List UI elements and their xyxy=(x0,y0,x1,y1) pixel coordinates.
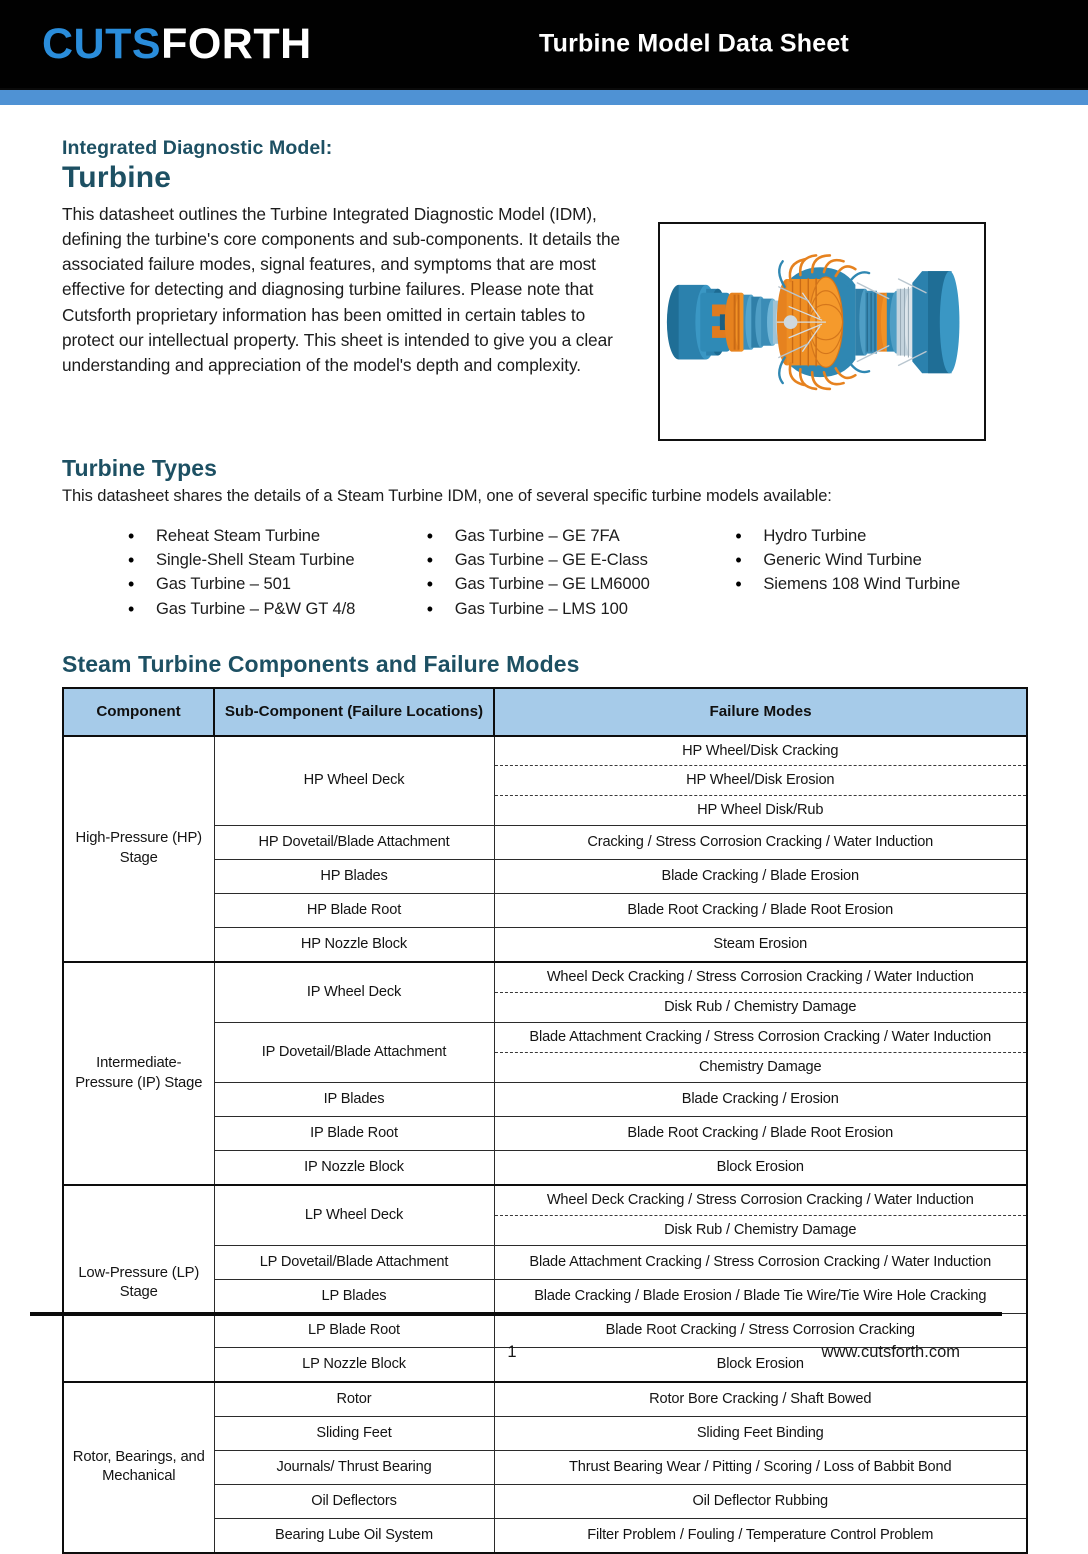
subcomponent-cell: Oil Deflectors xyxy=(214,1484,494,1518)
list-item: • Gas Turbine – GE LM6000 xyxy=(419,572,728,596)
failure-modes-cell: Cracking / Stress Corrosion Cracking / Water Induction xyxy=(494,826,1027,860)
subcomponent-cell: LP Dovetail/Blade Attachment xyxy=(214,1246,494,1280)
turbine-types-column-1 xyxy=(120,524,419,622)
page-footer xyxy=(0,1290,1088,1408)
subcomponent-cell: HP Dovetail/Blade Attachment xyxy=(214,826,494,860)
failure-mode-item: HP Wheel/Disk Erosion xyxy=(495,766,1027,796)
subcomponent-cell: HP Blades xyxy=(214,860,494,894)
list-item: • Gas Turbine – GE 7FA xyxy=(419,524,728,548)
failure-modes-cell xyxy=(494,736,1027,826)
subcomponent-cell: IP Blades xyxy=(214,1083,494,1117)
component-cell: Intermediate-Pressure (IP) Stage xyxy=(63,962,214,1185)
page-header xyxy=(0,0,1088,88)
table-row xyxy=(63,962,1027,1022)
list-item: • Gas Turbine – GE E-Class xyxy=(419,548,728,572)
subcomponent-cell: HP Wheel Deck xyxy=(214,736,494,826)
logo-text-primary: CUTS xyxy=(42,19,162,68)
list-item: • Hydro Turbine xyxy=(727,524,1026,548)
failure-modes-cell: Rotor Bore Cracking / Shaft Bowed xyxy=(494,1382,1027,1416)
table-body xyxy=(63,736,1027,1553)
table-row xyxy=(63,736,1027,826)
subcomponent-cell: LP Wheel Deck xyxy=(214,1185,494,1245)
failure-mode-item: Chemistry Damage xyxy=(699,1059,822,1076)
failure-mode-item: Disk Rub / Chemistry Damage xyxy=(664,1222,857,1239)
table-row xyxy=(63,1185,1027,1245)
subcomponent-cell: HP Blade Root xyxy=(214,894,494,928)
failure-modes-cell: Filter Problem / Fouling / Temperature Control Problem xyxy=(494,1518,1027,1552)
failure-modes-cell: Thrust Bearing Wear / Pitting / Scoring / Loss of Babbit Bond xyxy=(494,1450,1027,1484)
failure-mode-item: Blade Attachment Cracking / Stress Corrosion Cracking / Water Induction xyxy=(495,1023,1027,1053)
failure-modes-cell: Blade Root Cracking / Blade Root Erosion xyxy=(494,894,1027,928)
subcomponent-cell: IP Dovetail/Blade Attachment xyxy=(214,1023,494,1083)
footer-divider xyxy=(30,1312,1002,1316)
failure-modes-cell: Block Erosion xyxy=(494,1151,1027,1185)
list-item: • Siemens 108 Wind Turbine xyxy=(727,572,1026,596)
subcomponent-cell: Bearing Lube Oil System xyxy=(214,1518,494,1552)
failure-mode-item: Wheel Deck Cracking / Stress Corrosion Cracking / Water Induction xyxy=(495,1186,1027,1216)
failure-modes-cell: Blade Cracking / Blade Erosion / Blade Tie Wire/Tie Wire Hole Cracking xyxy=(494,1279,1027,1313)
subcomponent-cell: Journals/ Thrust Bearing xyxy=(214,1450,494,1484)
failure-modes-cell: Sliding Feet Binding xyxy=(494,1416,1027,1450)
column-header-subcomponent: Sub-Component (Failure Locations) xyxy=(214,688,494,735)
failure-mode-item: HP Wheel Disk/Rub xyxy=(697,802,824,819)
failure-modes-table-heading: Steam Turbine Components and Failure Modes xyxy=(62,651,580,678)
failure-mode-item: Disk Rub / Chemistry Damage xyxy=(664,999,857,1016)
subcomponent-cell: IP Wheel Deck xyxy=(214,962,494,1022)
failure-mode-stack xyxy=(495,737,1027,826)
column-header-component: Component xyxy=(63,688,214,735)
failure-modes-cell: Oil Deflector Rubbing xyxy=(494,1484,1027,1518)
failure-modes-cell: Blade Root Cracking / Stress Corrosion Cracking xyxy=(494,1313,1027,1347)
turbine-types-subtext: This datasheet shares the details of a Steam Turbine IDM, one of several specific turbine models available: xyxy=(62,486,832,505)
turbine-types-heading: Turbine Types xyxy=(62,454,218,481)
footer-content xyxy=(0,1343,1088,1362)
failure-modes-cell xyxy=(494,962,1027,1022)
failure-modes-cell: Block Erosion xyxy=(494,1347,1027,1381)
subcomponent-cell: Rotor xyxy=(214,1382,494,1416)
column-header-failure-modes: Failure Modes xyxy=(494,688,1027,735)
component-cell: Rotor, Bearings, and Mechanical xyxy=(63,1382,214,1553)
logo-text-secondary: FORTH xyxy=(161,19,312,68)
failure-modes-cell: Blade Cracking / Blade Erosion xyxy=(494,860,1027,894)
footer-website-link[interactable]: www.cutsforth.com xyxy=(821,1343,960,1361)
list-item: • Reheat Steam Turbine xyxy=(120,524,419,548)
failure-modes-cell: Blade Root Cracking / Blade Root Erosion xyxy=(494,1117,1027,1151)
subcomponent-cell: IP Nozzle Block xyxy=(214,1151,494,1185)
document-kicker: Integrated Diagnostic Model: xyxy=(62,137,333,159)
component-cell: High-Pressure (HP) Stage xyxy=(63,736,214,963)
failure-modes-cell: Blade Cracking / Erosion xyxy=(494,1083,1027,1117)
subcomponent-cell: LP Blades xyxy=(214,1279,494,1313)
header-accent-rule xyxy=(0,88,1088,105)
failure-mode-item: HP Wheel/Disk Cracking xyxy=(495,737,1027,767)
list-item: • Gas Turbine – LMS 100 xyxy=(419,597,728,621)
turbine-types-list xyxy=(62,524,1026,622)
page-number: 1 xyxy=(507,1343,517,1361)
table-header-row xyxy=(63,688,1027,735)
page-title: Turbine xyxy=(62,161,172,194)
turbine-cutaway-image xyxy=(658,222,986,441)
failure-modes-cell xyxy=(494,1185,1027,1245)
component-cell: Low-Pressure (LP) Stage xyxy=(63,1185,214,1382)
intro-paragraph: This datasheet outlines the Turbine Integrated Diagnostic Model (IDM), defining the turbine's core components and sub-components. It details the associated failure modes, signal features, and symptoms that are most effective for detecting and diagnosing turbine failures. Please note that Cutsforth proprietary information has been omitted in certain tables to protect our intellectual property. This sheet is intended to give you a clear understanding and appreciation of the model's depth and complexity. xyxy=(62,203,620,376)
subcomponent-cell: IP Blade Root xyxy=(214,1117,494,1151)
intro-section xyxy=(62,202,1026,441)
subcomponent-cell: Sliding Feet xyxy=(214,1416,494,1450)
failure-mode-stack xyxy=(495,963,1027,1022)
subcomponent-cell: LP Nozzle Block xyxy=(214,1347,494,1381)
subcomponent-cell: LP Blade Root xyxy=(214,1313,494,1347)
failure-modes-table xyxy=(62,687,1028,1554)
failure-modes-cell: Steam Erosion xyxy=(494,928,1027,962)
failure-modes-cell: Blade Attachment Cracking / Stress Corrosion Cracking / Water Induction xyxy=(494,1246,1027,1280)
failure-mode-stack xyxy=(495,1023,1027,1082)
failure-modes-cell xyxy=(494,1023,1027,1083)
list-item: • Gas Turbine – P&W GT 4/8 xyxy=(120,597,419,621)
header-title: Turbine Model Data Sheet xyxy=(539,29,849,58)
turbine-types-column-3 xyxy=(727,524,1026,622)
turbine-illustration xyxy=(660,224,984,439)
list-item: • Generic Wind Turbine xyxy=(727,548,1026,572)
failure-mode-stack xyxy=(495,1186,1027,1245)
subcomponent-cell: HP Nozzle Block xyxy=(214,928,494,962)
turbine-types-column-2 xyxy=(419,524,728,622)
list-item: • Gas Turbine – 501 xyxy=(120,572,419,596)
list-item: • Single-Shell Steam Turbine xyxy=(120,548,419,572)
failure-mode-item: Wheel Deck Cracking / Stress Corrosion Cracking / Water Induction xyxy=(495,963,1027,993)
